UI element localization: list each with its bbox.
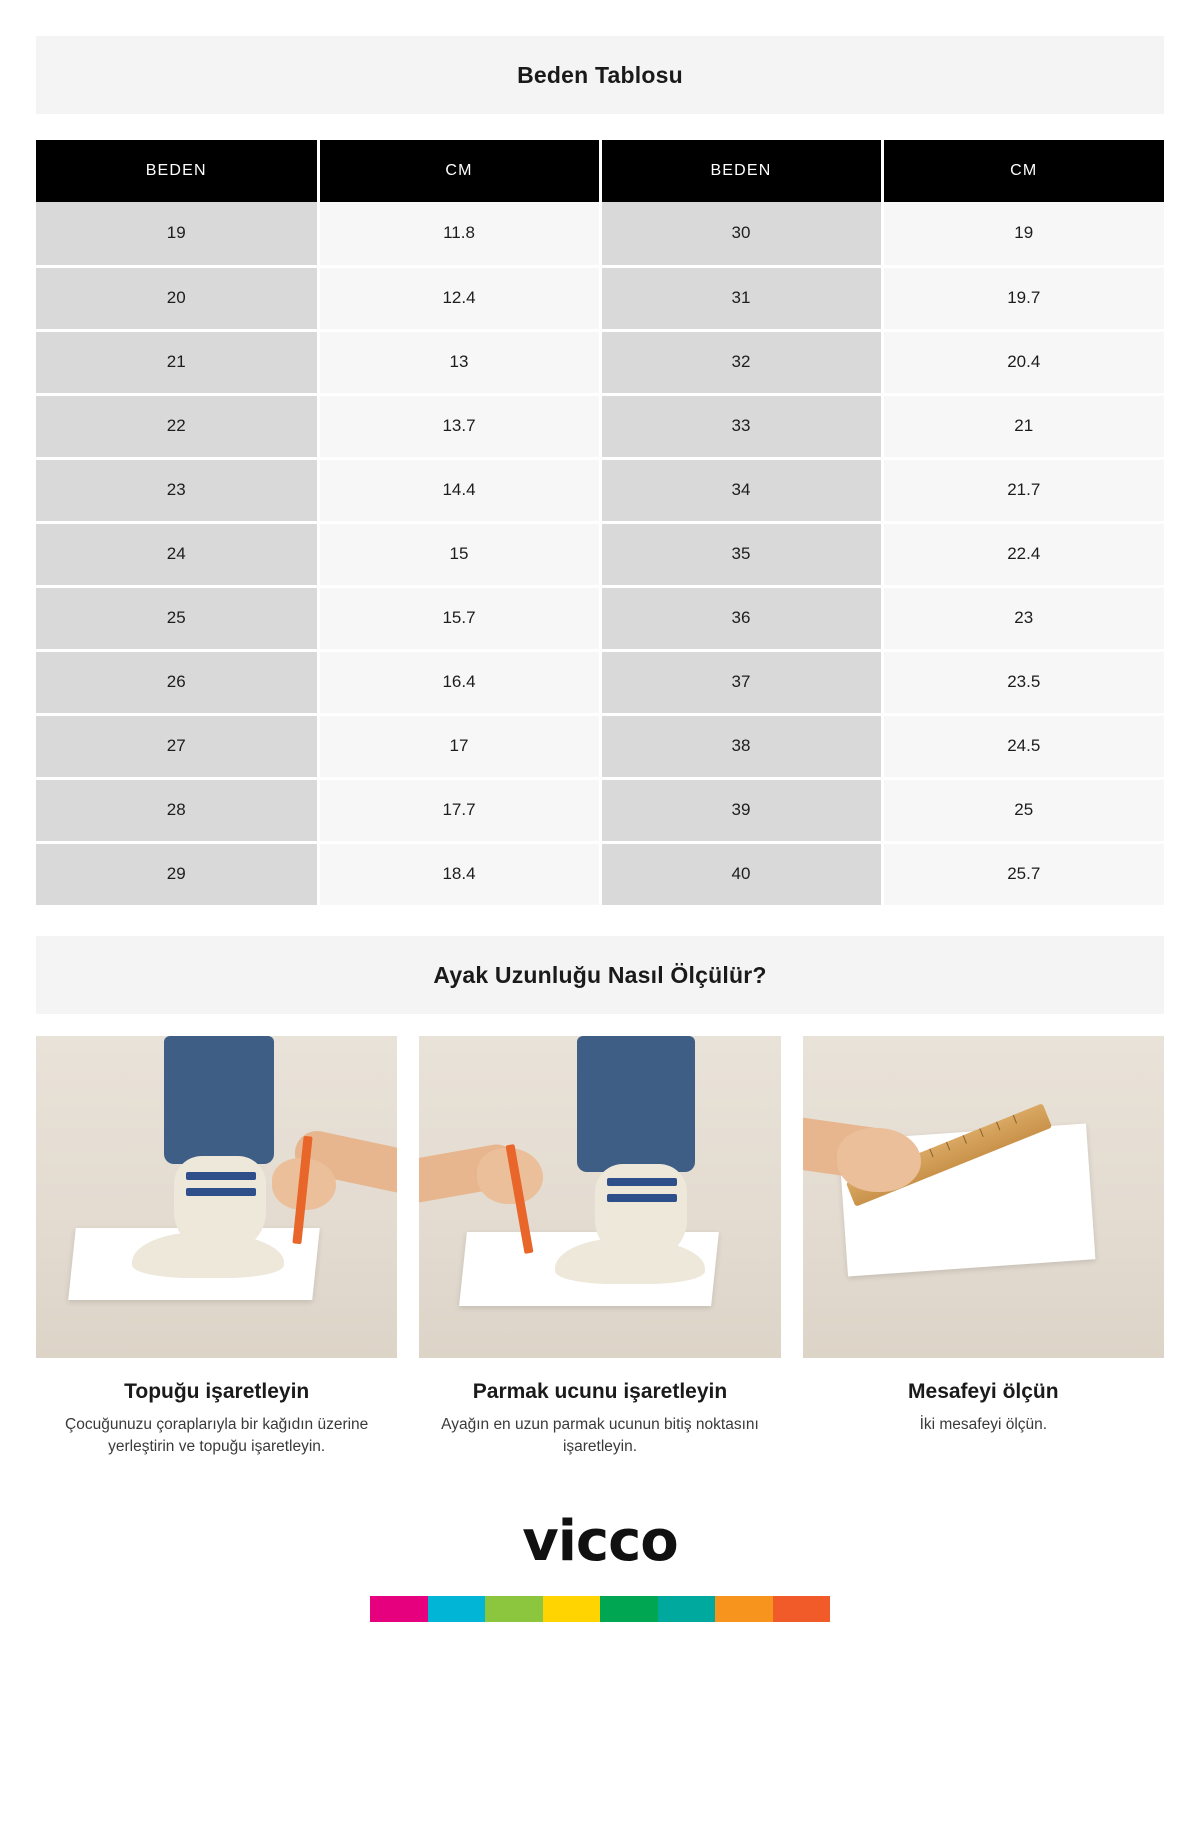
table-row xyxy=(36,458,1164,522)
sock-stripe-upper xyxy=(607,1178,677,1186)
table-cell: 24.5 xyxy=(882,714,1164,778)
table-cell: 33 xyxy=(600,394,882,458)
table-cell: 29 xyxy=(36,842,318,906)
size-table-wrapper xyxy=(36,140,1164,908)
table-cell: 19 xyxy=(36,202,318,266)
size-table-head xyxy=(36,140,1164,202)
table-cell: 21 xyxy=(36,330,318,394)
step-text: İki mesafeyi ölçün. xyxy=(919,1415,1048,1433)
column-header-beden-2: BEDEN xyxy=(600,140,882,202)
howto-title: Ayak Uzunluğu Nasıl Ölçülür? xyxy=(36,936,1164,1014)
table-cell: 25 xyxy=(882,778,1164,842)
footer xyxy=(0,1509,1200,1622)
table-cell: 17 xyxy=(318,714,600,778)
table-cell: 23 xyxy=(882,586,1164,650)
table-cell: 11.8 xyxy=(318,202,600,266)
howto-steps xyxy=(36,1036,1164,1459)
table-row xyxy=(36,330,1164,394)
photo-mark-heel xyxy=(36,1036,397,1358)
color-bar-segment xyxy=(485,1596,543,1622)
table-cell: 21 xyxy=(882,394,1164,458)
brand-logo: vicco xyxy=(522,1509,678,1575)
table-cell: 15.7 xyxy=(318,586,600,650)
table-cell: 36 xyxy=(600,586,882,650)
table-cell: 20 xyxy=(36,266,318,330)
color-bar-segment xyxy=(715,1596,773,1622)
photo-mark-toe xyxy=(419,1036,780,1358)
photo-measure-distance xyxy=(803,1036,1164,1358)
table-row xyxy=(36,778,1164,842)
table-cell: 21.7 xyxy=(882,458,1164,522)
table-cell: 37 xyxy=(600,650,882,714)
howto-header xyxy=(36,936,1164,1014)
table-row xyxy=(36,522,1164,586)
table-cell: 16.4 xyxy=(318,650,600,714)
table-cell: 30 xyxy=(600,202,882,266)
step-mark-toe xyxy=(419,1036,780,1459)
size-table-title: Beden Tablosu xyxy=(36,36,1164,114)
column-header-beden-1: BEDEN xyxy=(36,140,318,202)
table-cell: 22.4 xyxy=(882,522,1164,586)
table-cell: 19 xyxy=(882,202,1164,266)
size-table-body xyxy=(36,202,1164,906)
table-cell: 25.7 xyxy=(882,842,1164,906)
color-bar-segment xyxy=(600,1596,658,1622)
step-measure-distance xyxy=(803,1036,1164,1459)
table-cell: 38 xyxy=(600,714,882,778)
brand-color-bar xyxy=(370,1596,830,1622)
table-cell: 26 xyxy=(36,650,318,714)
table-row xyxy=(36,714,1164,778)
table-cell: 35 xyxy=(600,522,882,586)
table-cell: 32 xyxy=(600,330,882,394)
table-cell: 12.4 xyxy=(318,266,600,330)
table-cell: 31 xyxy=(600,266,882,330)
table-cell: 28 xyxy=(36,778,318,842)
table-cell: 13 xyxy=(318,330,600,394)
step-title: Mesafeyi ölçün xyxy=(908,1379,1059,1403)
color-bar-segment xyxy=(428,1596,486,1622)
table-cell: 13.7 xyxy=(318,394,600,458)
sock-stripe-upper xyxy=(186,1172,256,1180)
table-cell: 19.7 xyxy=(882,266,1164,330)
table-cell: 15 xyxy=(318,522,600,586)
step-title: Topuğu işaretleyin xyxy=(124,1379,310,1403)
table-row xyxy=(36,266,1164,330)
sock-stripe-lower xyxy=(607,1194,677,1202)
table-cell: 18.4 xyxy=(318,842,600,906)
table-cell: 34 xyxy=(600,458,882,522)
jeans-leg xyxy=(577,1036,695,1172)
column-header-cm-2: CM xyxy=(882,140,1164,202)
table-cell: 20.4 xyxy=(882,330,1164,394)
step-text: Çocuğunuzu çoraplarıyla bir kağıdın üzerine yerleştirin ve topuğu işaretleyin. xyxy=(65,1415,369,1455)
step-title: Parmak ucunu işaretleyin xyxy=(472,1379,728,1403)
table-cell: 22 xyxy=(36,394,318,458)
color-bar-segment xyxy=(658,1596,716,1622)
table-cell: 23.5 xyxy=(882,650,1164,714)
color-bar-segment xyxy=(543,1596,601,1622)
table-row xyxy=(36,650,1164,714)
step-mark-heel xyxy=(36,1036,397,1459)
table-cell: 25 xyxy=(36,586,318,650)
table-cell: 27 xyxy=(36,714,318,778)
table-cell: 23 xyxy=(36,458,318,522)
size-guide-page xyxy=(0,36,1200,1836)
table-row xyxy=(36,202,1164,266)
table-row xyxy=(36,586,1164,650)
table-cell: 39 xyxy=(600,778,882,842)
sock-stripe-lower xyxy=(186,1188,256,1196)
size-table-header xyxy=(36,36,1164,114)
table-row xyxy=(36,842,1164,906)
color-bar-segment xyxy=(773,1596,831,1622)
column-header-cm-1: CM xyxy=(318,140,600,202)
step-text: Ayağın en uzun parmak ucunun bitiş noktasını işaretleyin. xyxy=(441,1415,759,1455)
jeans-leg xyxy=(164,1036,274,1164)
table-cell: 14.4 xyxy=(318,458,600,522)
color-bar-segment xyxy=(370,1596,428,1622)
table-cell: 40 xyxy=(600,842,882,906)
table-cell: 17.7 xyxy=(318,778,600,842)
hand xyxy=(837,1128,921,1192)
table-row xyxy=(36,394,1164,458)
size-table xyxy=(36,140,1164,908)
table-header-row xyxy=(36,140,1164,202)
table-cell: 24 xyxy=(36,522,318,586)
